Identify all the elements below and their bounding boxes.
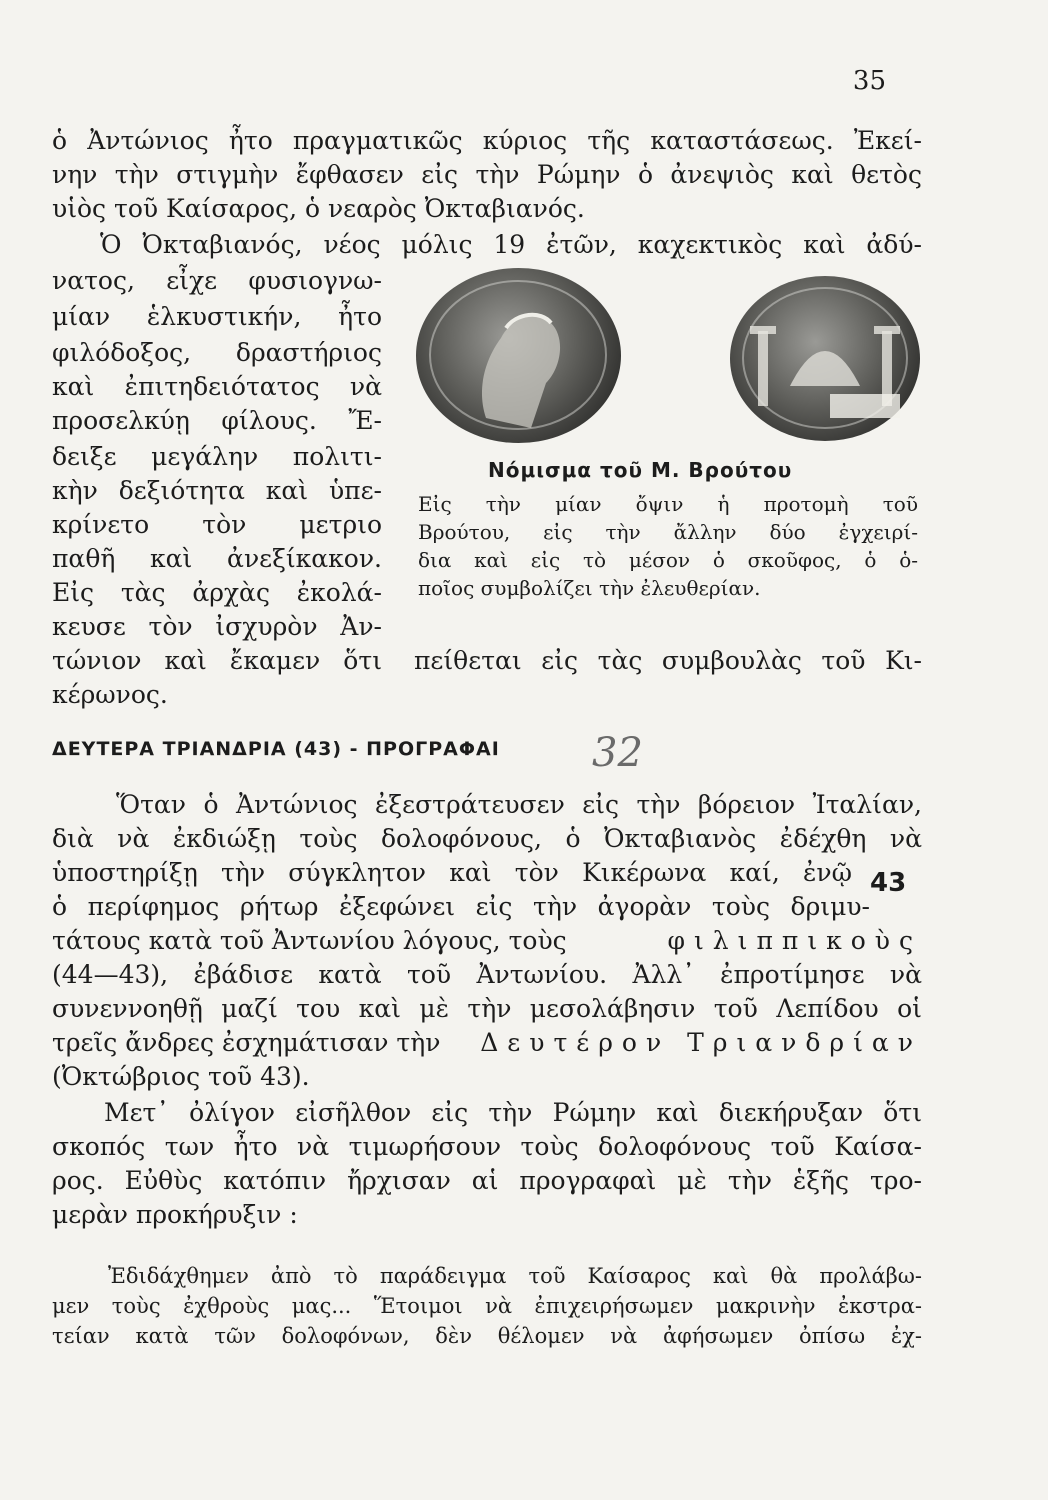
text-line: Μετ᾽ ὀλίγον εἰσῆλθον εἰς τὴν Ρώμην καὶ διεκήρυξαν ὅτι (104, 1098, 922, 1127)
text-line: κέρωνος. (52, 680, 168, 709)
text-line: κευσε τὸν ἰσχυρὸν Ἀν- (52, 612, 382, 641)
text-line: κὴν δεξιότητα καὶ ὑπε- (52, 476, 382, 505)
text-line: νην τὴν στιγμὴν ἔφθασεν εἰς τὴν Ρώμην ὁ ἀνεψιὸς καὶ θετὸς (52, 160, 922, 189)
text-line: Ὁ Ὀκταβιανός, νέος μόλις 19 ἐτῶν, καχεκτικὸς καὶ ἀδύ- (100, 230, 922, 259)
text-line: πείθεται εἰς τὰς συμβουλὰς τοῦ Κι- (414, 646, 922, 675)
text-line: ὑποστηρίξῃ τὴν σύγκλητον καὶ τὸν Κικέρωνα καί, ἐνῷ (52, 858, 852, 887)
coin-caption-line: Βρούτου, εἰς τὴν ἄλλην δύο ἐγχειρί- (418, 520, 918, 544)
text-line: συνεννοηθῇ μαζί του καὶ μὲ τὴν μεσολάβησιν τοῦ Λεπίδου οἱ (52, 994, 922, 1023)
coin-figure (408, 268, 928, 448)
handwritten-note: 32 (592, 730, 643, 776)
text-line: τώνιον καὶ ἔκαμεν ὅτι (52, 646, 382, 675)
text-line: Εἰς τὰς ἀρχὰς ἐκολά- (52, 578, 382, 607)
coin-caption-title: Νόμισμα τοῦ Μ. Βρούτου (488, 458, 793, 482)
page-number: 35 (852, 66, 886, 96)
text-line: καὶ ἐπιτηδειότατος νὰ (52, 372, 382, 401)
coin-obverse-image (416, 268, 621, 443)
text-line: ὁ περίφημος ρήτωρ ἐξεφώνει εἰς τὴν ἀγορὰν τοὺς δριμυ- (52, 892, 870, 921)
text-line: νατος, εἶχε φυσιογνω- (52, 266, 382, 295)
emphasis-text: φιλιππικοὺς (667, 926, 922, 955)
text-line: δειξε μεγάλην πολιτι- (52, 442, 382, 471)
text-line: παθῆ καὶ ἀνεξίκακον. (52, 544, 382, 573)
text-line: σκοπός των ἦτο νὰ τιμωρήσουν τοὺς δολοφόνους τοῦ Καίσα- (52, 1132, 922, 1161)
quote-line: μεν τοὺς ἐχθροὺς μας... Ἕτοιμοι νὰ ἐπιχειρήσωμεν μακρινὴν ἐκστρα- (52, 1294, 922, 1318)
text-line: κρίνετο τὸν μετριο (52, 510, 382, 539)
coin-caption-line: Εἰς τὴν μίαν ὄψιν ἡ προτομὴ τοῦ (418, 492, 918, 516)
quote-line: τείαν κατὰ τῶν δολοφόνων, δὲν θέλομεν νὰ ἀφήσωμεν ὀπίσω ἐχ- (52, 1324, 922, 1348)
coin-caption-line: δια καὶ εἰς τὸ μέσον ὁ σκοῦφος, ὁ ὁ- (418, 548, 918, 572)
text-line: υἱὸς τοῦ Καίσαρος, ὁ νεαρὸς Ὀκταβιανός. (52, 194, 585, 223)
text-line: ρος. Εὐθὺς κατόπιν ἤρχισαν αἱ προγραφαὶ μὲ τὴν ἑξῆς τρο- (52, 1166, 922, 1195)
text-line: φιλόδοξος, δραστήριος (52, 338, 382, 367)
section-heading: ΔΕΥΤΕΡΑ ΤΡΙΑΝΔΡΙΑ (43) - ΠΡΟΓΡΑΦΑΙ (52, 738, 500, 760)
coin-caption-line: ποῖος συμβολίζει τὴν ἐλευθερίαν. (418, 576, 761, 600)
text-line (52, 1028, 922, 1057)
margin-year: 43 (870, 868, 907, 898)
text-line: Ὅταν ὁ Ἀντώνιος ἐξεστράτευσεν εἰς τὴν βόρειον Ἰταλίαν, (116, 790, 922, 819)
text-line (52, 926, 922, 955)
text-segment: τρεῖς ἄνδρες ἐσχημάτισαν τὴν (52, 1028, 441, 1057)
text-line: ὁ Ἀντώνιος ἦτο πραγματικῶς κύριος τῆς καταστάσεως. Ἐκεί- (52, 126, 922, 155)
coin-reverse-image (730, 276, 920, 441)
text-segment: τάτους κατὰ τοῦ Ἀντωνίου λόγους, τοὺς (52, 926, 567, 955)
text-line: (44—43), ἐβάδισε κατὰ τοῦ Ἀντωνίου. Ἀλλ᾽ ἐπροτίμησε νὰ (52, 960, 922, 989)
text-line: προσελκύῃ φίλους. Ἔ- (52, 406, 382, 435)
text-line: διὰ νὰ ἐκδιώξῃ τοὺς δολοφόνους, ὁ Ὀκταβιανὸς ἐδέχθη νὰ (52, 824, 922, 853)
quote-line: Ἐδιδάχθημεν ἀπὸ τὸ παράδειγμα τοῦ Καίσαρος καὶ θὰ προλάβω- (108, 1264, 922, 1288)
text-line: μερὰν προκήρυξιν : (52, 1200, 298, 1229)
text-line: (Ὀκτώβριος τοῦ 43). (52, 1062, 310, 1091)
emphasis-text: Δευτέρον Τριανδρίαν (480, 1028, 922, 1057)
text-line: μίαν ἑλκυστικήν, ἦτο (52, 302, 382, 331)
